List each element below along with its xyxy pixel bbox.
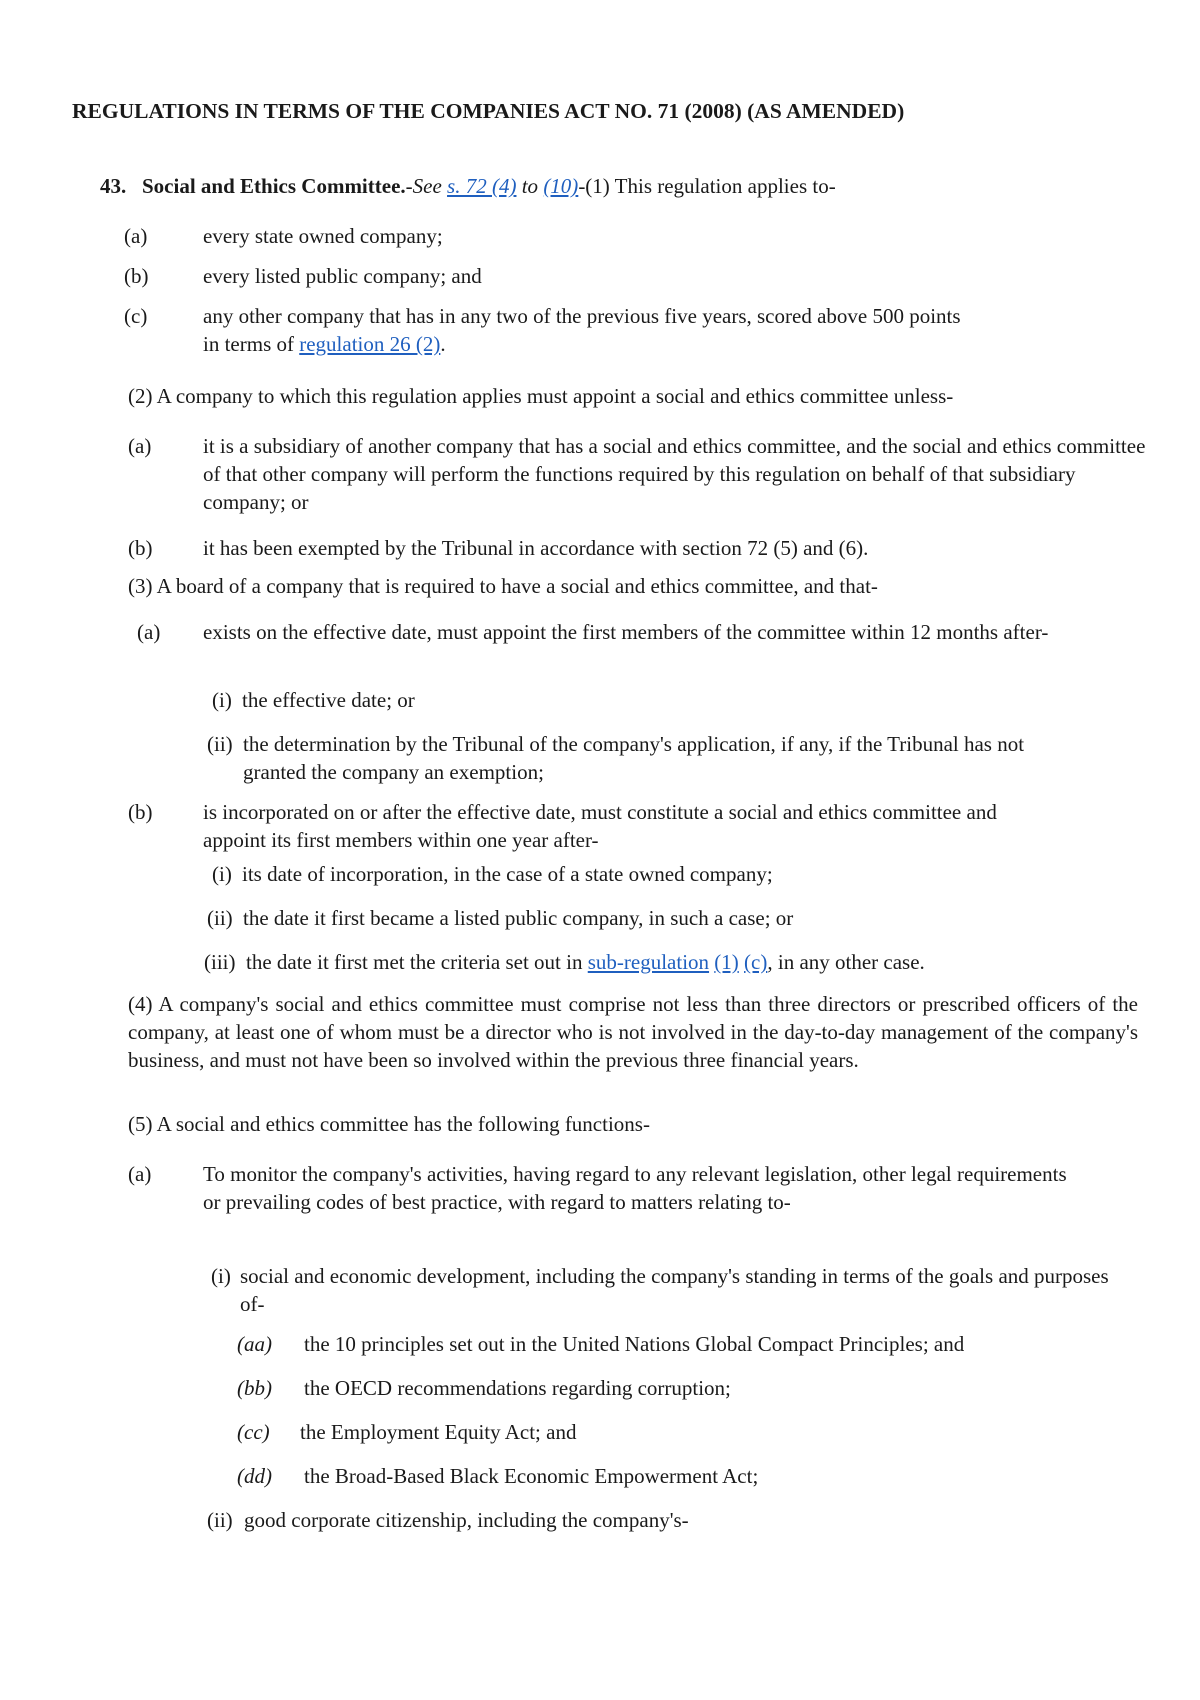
link-sub-regulation-1[interactable]: (1) (714, 950, 739, 974)
item-text: To monitor the company's activities, having regard to any relevant legislation, other legal requirements or prevailing codes of best practice, with regard to matters relating to- (203, 1162, 1067, 1214)
subregulation-5-intro: (5) A social and ethics committee has the following functions- (128, 1112, 650, 1136)
item-text (246, 948, 1146, 976)
item-label: (b) (128, 800, 153, 824)
text-fragment: . (440, 332, 446, 356)
item-label: (i) (211, 1264, 231, 1288)
see-prefix: -See (405, 174, 448, 198)
item-label: (ii) (207, 906, 233, 930)
item-label: (iii) (204, 950, 236, 974)
intro-text: -(1) This regulation applies to- (578, 174, 836, 198)
item-text: the Broad-Based Black Economic Empowerment Act; (304, 1464, 759, 1488)
link-sub-regulation-c[interactable]: (c) (744, 950, 768, 974)
item-text: the determination by the Tribunal of the company's application, if any, if the Tribunal has not granted the company an exemption; (243, 732, 1025, 784)
item-label: (ii) (207, 1508, 233, 1532)
link-section-72-4[interactable]: s. 72 (4) (447, 174, 517, 198)
item-label: (b) (124, 264, 149, 288)
item-label: (a) (128, 1162, 152, 1186)
item-label: (a) (128, 434, 152, 458)
item-text: the Employment Equity Act; and (300, 1420, 577, 1444)
regulation-number: 43. (100, 174, 127, 198)
item-text (203, 302, 1148, 358)
item-text: good corporate citizenship, including the company's- (244, 1508, 689, 1532)
regulation-title: Social and Ethics Committee. (142, 174, 406, 198)
text-fragment: , in any other case. (767, 950, 925, 974)
item-text: its date of incorporation, in the case of a state owned company; (242, 862, 773, 886)
item-text: is incorporated on or after the effective date, must constitute a social and ethics committee and appoint its first members within one year after- (203, 800, 997, 852)
item-label: (dd) (237, 1464, 272, 1488)
item-text: social and economic development, including the company's standing in terms of the goals and purposes of- (240, 1264, 1109, 1316)
page-title: REGULATIONS IN TERMS OF THE COMPANIES ACT NO. 71 (2008) (AS AMENDED) (72, 99, 905, 123)
item-label: (c) (124, 304, 148, 328)
to-word: to (516, 174, 544, 198)
subregulation-3-intro: (3) A board of a company that is required to have a social and ethics committee, and that- (128, 574, 878, 598)
item-text-line: any other company that has in any two of the previous five years, scored above 500 points (203, 304, 961, 328)
item-label: (cc) (237, 1420, 270, 1444)
item-label: (i) (212, 688, 232, 712)
item-text: every state owned company; (203, 224, 443, 248)
item-text: the date it first became a listed public company, in such a case; or (243, 906, 794, 930)
item-label: (ii) (207, 732, 233, 756)
item-label: (bb) (237, 1376, 272, 1400)
item-text: the 10 principles set out in the United Nations Global Compact Principles; and (304, 1332, 965, 1356)
item-label: (i) (212, 862, 232, 886)
item-text: the effective date; or (242, 688, 415, 712)
text-fragment: in terms of (203, 332, 300, 356)
item-label: (a) (137, 620, 161, 644)
item-text: the OECD recommendations regarding corruption; (304, 1376, 731, 1400)
item-text: it is a subsidiary of another company that has a social and ethics committee, and the social and ethics committee of that other company will perform the functions required by this regulation on behalf of that subsidiary company; or (203, 434, 1146, 514)
item-label: (a) (124, 224, 148, 248)
item-label: (aa) (237, 1332, 272, 1356)
subregulation-4: (4) A company's social and ethics committee must comprise not less than three directors or prescribed officers of the company, at least one of whom must be a director who is not involved in the day-to-day management of the company's business, and must not have been so involved within the previous three financial years. (128, 992, 1138, 1072)
item-text: exists on the effective date, must appoint the first members of the committee within 12 months after- (203, 620, 1049, 644)
item-text: it has been exempted by the Tribunal in accordance with section 72 (5) and (6). (203, 536, 869, 560)
text-fragment: the date it first met the criteria set out in (246, 950, 588, 974)
link-section-10[interactable]: (10) (543, 174, 579, 198)
subregulation-2-intro: (2) A company to which this regulation applies must appoint a social and ethics committee unless- (128, 384, 954, 408)
regulation-heading (100, 172, 1150, 200)
item-text: every listed public company; and (203, 264, 482, 288)
link-regulation-26-2[interactable]: regulation 26 (2) (299, 332, 441, 356)
item-text-line (203, 330, 1148, 358)
link-sub-regulation[interactable]: sub-regulation (587, 950, 710, 974)
item-label: (b) (128, 536, 153, 560)
